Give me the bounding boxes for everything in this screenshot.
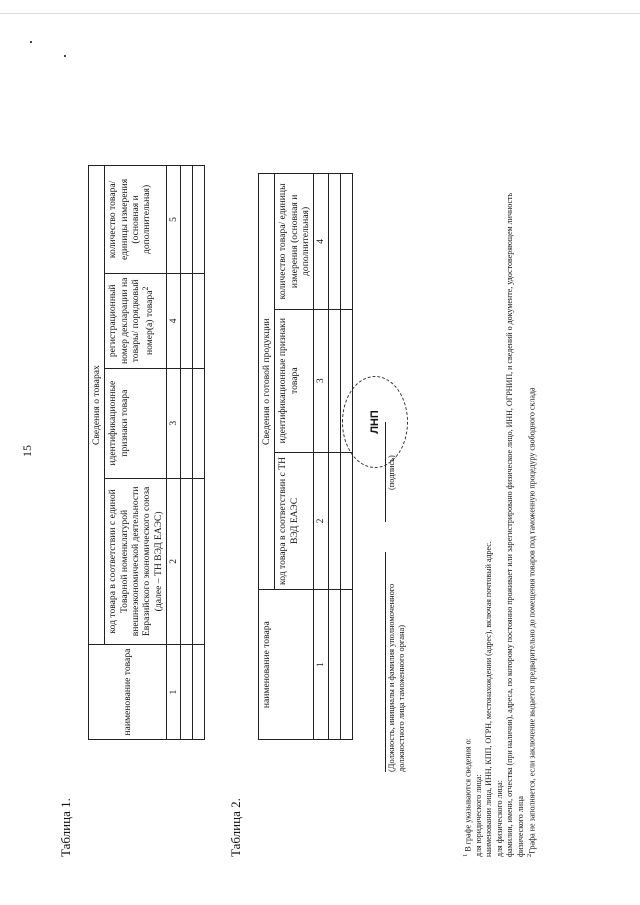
table1-header-code: код товара в соответствии с единой Товарной номенклатурой внешнеэкономической деятельности Евразийского экономического союза (далее – ТН ВЭД ЕАЭС) — [105, 478, 167, 645]
footnote-1-line: В графе указываются сведения о: — [463, 738, 473, 852]
table2-caption: Таблица 2. — [228, 798, 243, 857]
table2 — [258, 173, 353, 740]
table2-empty-row — [328, 174, 340, 740]
table1-header-name: наименование товара — [89, 645, 167, 740]
table1-empty-row — [181, 166, 193, 740]
stamp-text: ЛНП — [369, 410, 381, 434]
footnote-1-line: для юридического лица: — [474, 774, 484, 857]
table1-header-features: идентификационные признаки товара — [105, 368, 167, 478]
table1-col-number: 5 — [166, 166, 180, 274]
position-signature-line — [385, 552, 386, 772]
table1-empty-row — [193, 166, 205, 740]
table1-col-number: 4 — [166, 273, 180, 368]
footnote-1-line: наименовании лица, ИНН, КПП, ОГРН, местонахождении (адрес), включая почтовый адрес. — [484, 541, 494, 857]
table2-col-number: 2 — [314, 452, 328, 590]
footnote-1 — [462, 37, 474, 857]
table2-header-features: идентификационные признаки товара — [275, 309, 314, 452]
signature-caption: (подпись) — [387, 455, 396, 490]
table1-group-header: Сведения о товарах — [89, 166, 105, 645]
table2-header-code: код товара в соответствии с ТН ВЭД ЕАЭС — [275, 452, 314, 590]
footnote-1-line: фамилии, имени, отчества (при наличии), адреса, по которому постоянно проживает или зарегистрировано физическое лицо, ИНН, ОГРНИП, и сведений о документе, удостоверяющем личность — [505, 192, 515, 857]
position-caption: (Должность, инициалы и фамилия уполномоченного должностного лица таможенного органа) — [387, 583, 406, 772]
table1-header-declaration — [105, 273, 167, 368]
footnote-1-mark: 1 — [462, 853, 469, 857]
table1-col-number: 2 — [166, 478, 180, 645]
table2-col-number: 3 — [314, 309, 328, 452]
footnote-2-text: Графа не заполняется, если заключение выдается предварительно до помещения товаров под таможенную процедуру свободного склада — [527, 387, 537, 854]
scan-edge-line — [0, 13, 640, 14]
table2-empty-row — [340, 174, 352, 740]
stamp-lnp — [342, 376, 408, 468]
page-number: 15 — [20, 445, 34, 457]
footnote-ref-2: 2 — [141, 286, 151, 291]
footnotes — [462, 37, 538, 857]
footnote-1-line: для физического лица: — [494, 780, 504, 857]
table1-header-quantity: количество товара/единицы измерения (основная и дополнительная) — [105, 166, 167, 274]
table1-caption: Таблица 1. — [58, 798, 73, 857]
footnote-2 — [526, 37, 538, 857]
table2-col-number: 1 — [314, 590, 328, 740]
scan-speck — [30, 41, 32, 43]
table2-header-name: наименование товара — [259, 590, 314, 740]
table1-header-declaration-text: регистрационный номер декларации на товары/ порядковый номер(а) товара — [107, 277, 156, 364]
scan-speck — [64, 55, 66, 57]
table1 — [88, 165, 205, 740]
table2-group-header: Сведения о готовой продукции — [259, 174, 275, 590]
table2-header-quantity: количество товара/ единицы измерения (основная и дополнительная) — [275, 174, 314, 310]
table1-col-number: 3 — [166, 368, 180, 478]
table1-col-number: 1 — [166, 645, 180, 740]
footnote-1-line: физического лица — [515, 796, 525, 857]
table2-col-number: 4 — [314, 174, 328, 310]
footnote-2-mark: 2 — [526, 853, 533, 857]
